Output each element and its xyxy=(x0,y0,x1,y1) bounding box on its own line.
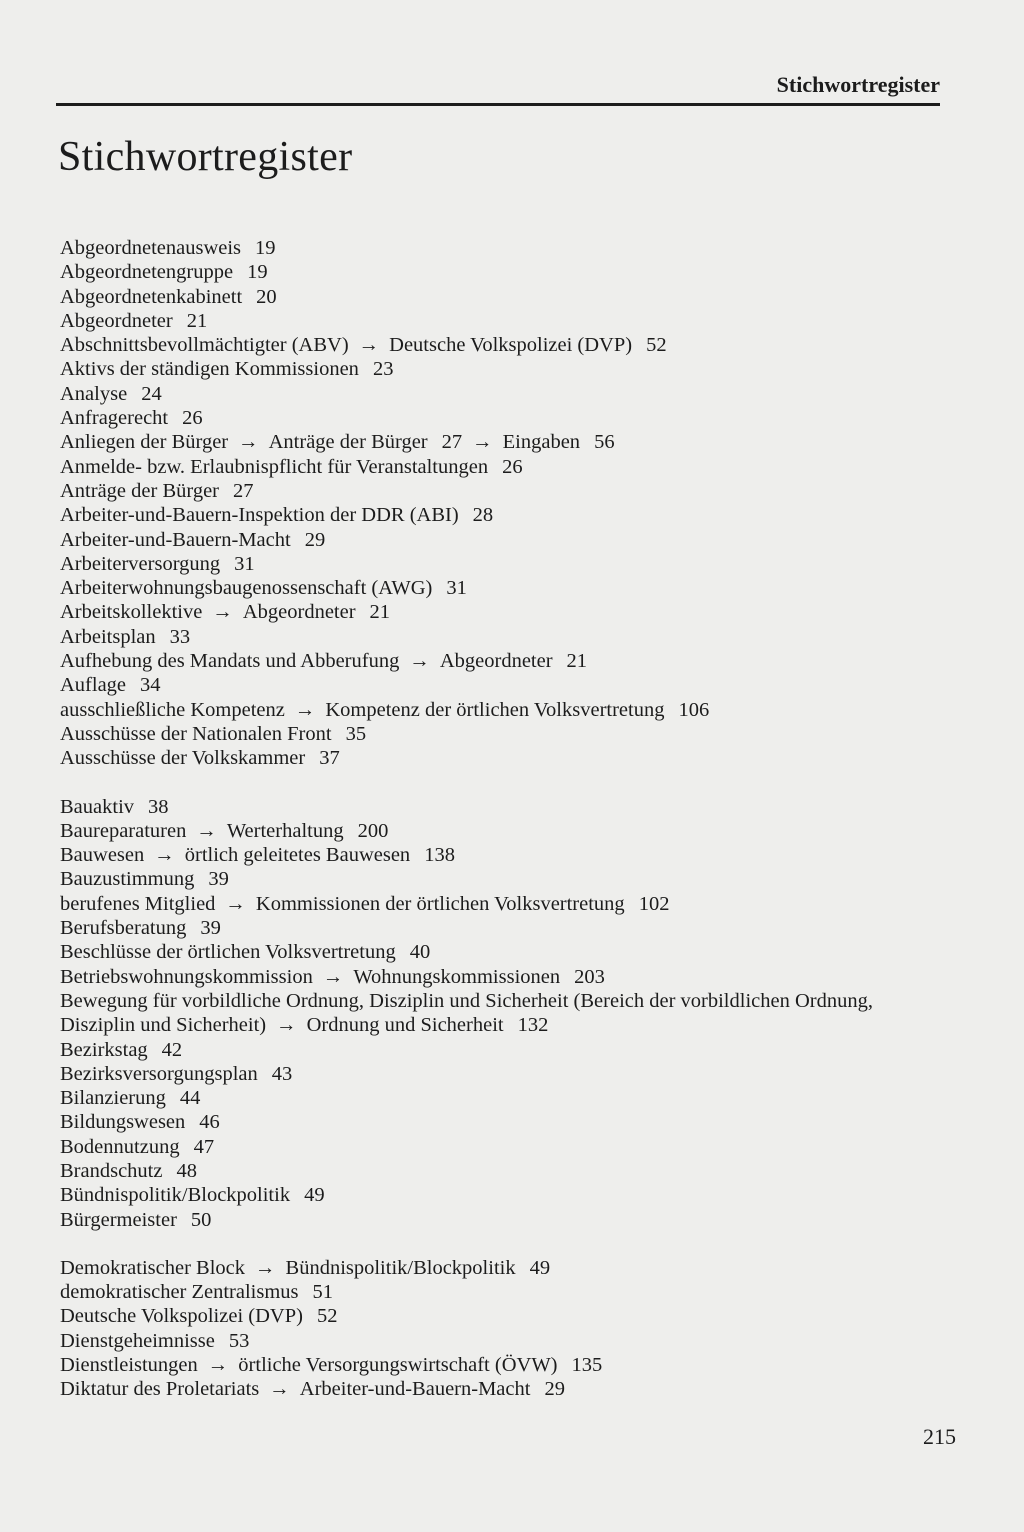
index-page: 29 xyxy=(304,528,326,551)
index-page: 47 xyxy=(193,1135,215,1158)
index-term: Bauaktiv xyxy=(60,795,135,818)
see-arrow-icon: → xyxy=(269,1378,290,1401)
header-rule xyxy=(56,103,940,106)
index-page: 51 xyxy=(312,1281,334,1304)
index-entry xyxy=(60,1329,960,1353)
index-term: Arbeiterwohnungsbaugenossenschaft (AWG) xyxy=(60,577,433,600)
index-entry xyxy=(60,333,960,357)
index-page: 21 xyxy=(566,650,588,673)
see-reference: Bündnispolitik/Blockpolitik xyxy=(285,1256,516,1279)
index-term: Bilanzierung xyxy=(60,1087,166,1110)
index-entry xyxy=(60,722,960,746)
index-page: 21 xyxy=(369,601,391,624)
index-term: Bezirksversorgungsplan xyxy=(60,1062,258,1085)
index-page: 26 xyxy=(182,407,203,430)
index-group xyxy=(60,795,960,1232)
index-entry xyxy=(60,649,960,673)
index-entry xyxy=(60,455,960,479)
index-term: Arbeitsplan xyxy=(60,625,156,648)
index-entry xyxy=(60,1304,960,1328)
index-entry xyxy=(60,1280,960,1304)
index-term: Bodennutzung xyxy=(60,1135,180,1158)
index-group xyxy=(60,1256,960,1402)
index-entry xyxy=(60,843,960,867)
index-entry xyxy=(60,1086,960,1110)
index-term: Bauwesen xyxy=(60,844,145,867)
index-entry xyxy=(60,309,960,333)
see-reference: Abgeordneter xyxy=(439,650,553,673)
index-page: 27 xyxy=(233,479,254,502)
running-head: Stichwortregister xyxy=(776,72,940,97)
index-entry xyxy=(60,260,960,284)
index-page: 40 xyxy=(409,941,431,964)
see-reference: Kompetenz der örtlichen Volksvertretung xyxy=(325,698,665,721)
see-reference: Eingaben xyxy=(502,431,581,454)
index-page: 28 xyxy=(472,504,494,527)
index-page: 20 xyxy=(256,285,277,308)
index-page: 203 xyxy=(574,965,605,988)
index-page: 50 xyxy=(190,1208,212,1231)
see-arrow-icon: → xyxy=(255,1256,276,1279)
see-arrow-icon: → xyxy=(472,431,493,454)
index-term: Analyse xyxy=(60,382,128,405)
index-list xyxy=(60,236,960,1426)
index-page: 49 xyxy=(529,1256,551,1279)
index-page: 52 xyxy=(316,1305,338,1328)
see-reference: Kommissionen der örtlichen Volksvertretung xyxy=(255,892,625,915)
see-arrow-icon: → xyxy=(238,431,259,454)
index-entry xyxy=(60,1110,960,1134)
index-page: 37 xyxy=(319,747,340,770)
index-page: 132 xyxy=(517,1014,549,1037)
see-arrow-icon: → xyxy=(358,334,380,357)
index-term: Anfragerecht xyxy=(60,407,169,430)
see-reference: örtliche Versorgungswirtschaft (ÖVW) xyxy=(238,1354,558,1377)
see-arrow-icon: → xyxy=(212,601,233,624)
page-title: Stichwortregister xyxy=(58,134,353,180)
index-term: Brandschutz xyxy=(60,1159,163,1182)
index-page: 38 xyxy=(148,795,169,818)
index-page: 29 xyxy=(544,1378,565,1401)
index-page: 34 xyxy=(140,674,161,697)
index-entry xyxy=(60,382,960,406)
index-term: Dienstleistungen xyxy=(60,1354,198,1377)
index-page: 24 xyxy=(141,382,162,405)
index-group xyxy=(60,236,960,771)
index-term: Beschlüsse der örtlichen Volksvertretung xyxy=(60,941,396,964)
index-entry xyxy=(60,940,960,964)
index-page: 102 xyxy=(638,892,670,915)
index-page: 33 xyxy=(169,625,191,648)
index-entry xyxy=(60,1135,960,1159)
index-term: Bildungswesen xyxy=(60,1111,186,1134)
index-term: Ausschüsse der Nationalen Front xyxy=(60,722,332,745)
index-term: Abgeordnetenkabinett xyxy=(60,285,243,308)
index-page: 135 xyxy=(571,1354,603,1377)
index-page: 19 xyxy=(247,261,268,284)
see-reference: Abgeordneter xyxy=(242,601,356,624)
index-entry xyxy=(60,285,960,309)
index-entry xyxy=(60,576,960,600)
index-term: Bewegung für vorbildliche Ordnung, Disziplin und Sicherheit (Bereich der vorbildlichen Ordnung, Disziplin und Sicherheit) xyxy=(60,989,873,1037)
index-entry xyxy=(60,965,960,989)
index-term: Diktatur des Proletariats xyxy=(60,1378,260,1401)
index-entry xyxy=(60,916,960,940)
index-entry xyxy=(60,1183,960,1207)
see-reference: Ordnung und Sicherheit xyxy=(306,1014,504,1037)
see-reference: Deutsche Volkspolizei (DVP) xyxy=(389,334,633,357)
see-arrow-icon: → xyxy=(196,819,217,842)
index-term: Anträge der Bürger xyxy=(60,479,220,502)
index-entry xyxy=(60,673,960,697)
index-page: 53 xyxy=(228,1329,250,1352)
index-term: Arbeiterversorgung xyxy=(60,552,221,575)
index-page: 49 xyxy=(304,1184,325,1207)
index-term: Ausschüsse der Volkskammer xyxy=(60,747,306,770)
index-entry xyxy=(60,357,960,381)
index-page: 35 xyxy=(345,722,367,745)
index-entry xyxy=(60,1256,960,1280)
index-page: 31 xyxy=(234,552,255,575)
see-reference: Anträge der Bürger xyxy=(268,431,428,454)
see-reference: Wohnungskommissionen xyxy=(353,965,561,988)
see-arrow-icon: → xyxy=(294,698,316,721)
index-term: Anliegen der Bürger xyxy=(60,431,229,454)
see-arrow-icon: → xyxy=(154,844,175,867)
index-page: 56 xyxy=(594,431,615,454)
index-entry xyxy=(60,1377,960,1401)
see-arrow-icon: → xyxy=(225,892,246,915)
see-reference: Arbeiter-und-Bauern-Macht xyxy=(299,1378,531,1401)
index-page: 21 xyxy=(186,309,208,332)
index-term: Dienstgeheimnisse xyxy=(60,1329,215,1352)
index-entry xyxy=(60,795,960,819)
page-number: 215 xyxy=(923,1424,956,1449)
index-entry xyxy=(60,1353,960,1377)
index-entry xyxy=(60,625,960,649)
index-entry xyxy=(60,1062,960,1086)
index-page: 42 xyxy=(161,1038,183,1061)
see-reference: örtlich geleitetes Bauwesen xyxy=(184,844,411,867)
index-term: Bezirkstag xyxy=(60,1038,148,1061)
index-page: 43 xyxy=(271,1062,293,1085)
index-entry xyxy=(60,406,960,430)
index-term: Abgeordnetengruppe xyxy=(60,261,234,284)
index-entry xyxy=(60,892,960,916)
index-term: Auflage xyxy=(60,674,127,697)
index-term: ausschließliche Kompetenz xyxy=(60,698,285,721)
index-entry xyxy=(60,528,960,552)
index-page: 46 xyxy=(199,1111,220,1134)
index-page: 26 xyxy=(502,455,523,478)
index-entry xyxy=(60,989,950,1038)
index-page: 200 xyxy=(357,819,389,842)
index-entry xyxy=(60,1038,960,1062)
index-term: Abschnittsbevollmächtigter (ABV) xyxy=(60,334,349,357)
index-page: 44 xyxy=(179,1087,201,1110)
index-term: Abgeordnetenausweis xyxy=(60,237,242,259)
index-term: Baureparaturen xyxy=(60,819,187,842)
index-page: 52 xyxy=(646,334,667,357)
index-term: Aufhebung des Mandats und Abberufung xyxy=(60,650,400,673)
index-term: Deutsche Volkspolizei (DVP) xyxy=(60,1305,303,1328)
index-entry xyxy=(60,746,960,770)
see-reference: Werterhaltung xyxy=(226,819,344,842)
see-arrow-icon: → xyxy=(409,650,430,673)
index-page: 138 xyxy=(424,844,455,867)
index-entry xyxy=(60,430,960,454)
index-term: Bürgermeister xyxy=(60,1208,177,1231)
see-arrow-icon: → xyxy=(322,965,344,988)
index-entry xyxy=(60,819,960,843)
index-term: Aktivs der ständigen Kommissionen xyxy=(60,358,359,381)
index-page: 39 xyxy=(200,917,221,940)
index-entry xyxy=(60,503,960,527)
index-term: demokratischer Zentralismus xyxy=(60,1281,299,1304)
index-term: Arbeiter-und-Bauern-Inspektion der DDR (ABI) xyxy=(60,504,459,527)
index-entry xyxy=(60,479,960,503)
index-entry xyxy=(60,600,960,624)
index-entry xyxy=(60,552,960,576)
index-term: Anmelde- bzw. Erlaubnispflicht für Veranstaltungen xyxy=(60,455,489,478)
index-term: Arbeiter-und-Bauern-Macht xyxy=(60,528,291,551)
see-arrow-icon: → xyxy=(207,1354,229,1377)
index-term: Bündnispolitik/Blockpolitik xyxy=(60,1184,291,1207)
index-term: Berufsberatung xyxy=(60,917,187,940)
index-page: 19 xyxy=(255,237,276,259)
index-entry xyxy=(60,867,960,891)
index-term: Bauzustimmung xyxy=(60,868,195,891)
index-entry xyxy=(60,1159,960,1183)
index-entry xyxy=(60,698,960,722)
index-term: Abgeordneter xyxy=(60,309,173,332)
index-term: Arbeitskollektive xyxy=(60,601,203,624)
index-entry xyxy=(60,236,960,260)
index-term: berufenes Mitglied xyxy=(60,892,216,915)
index-page: 48 xyxy=(176,1159,197,1182)
index-page: 39 xyxy=(208,868,229,891)
index-term: Betriebswohnungskommission xyxy=(60,965,313,988)
index-page: 23 xyxy=(372,358,394,381)
index-page: 31 xyxy=(446,577,467,600)
see-arrow-icon: → xyxy=(276,1014,297,1037)
index-page: 27 xyxy=(441,431,463,454)
index-term: Demokratischer Block xyxy=(60,1256,246,1279)
index-entry xyxy=(60,1208,960,1232)
index-page: 106 xyxy=(678,698,710,721)
